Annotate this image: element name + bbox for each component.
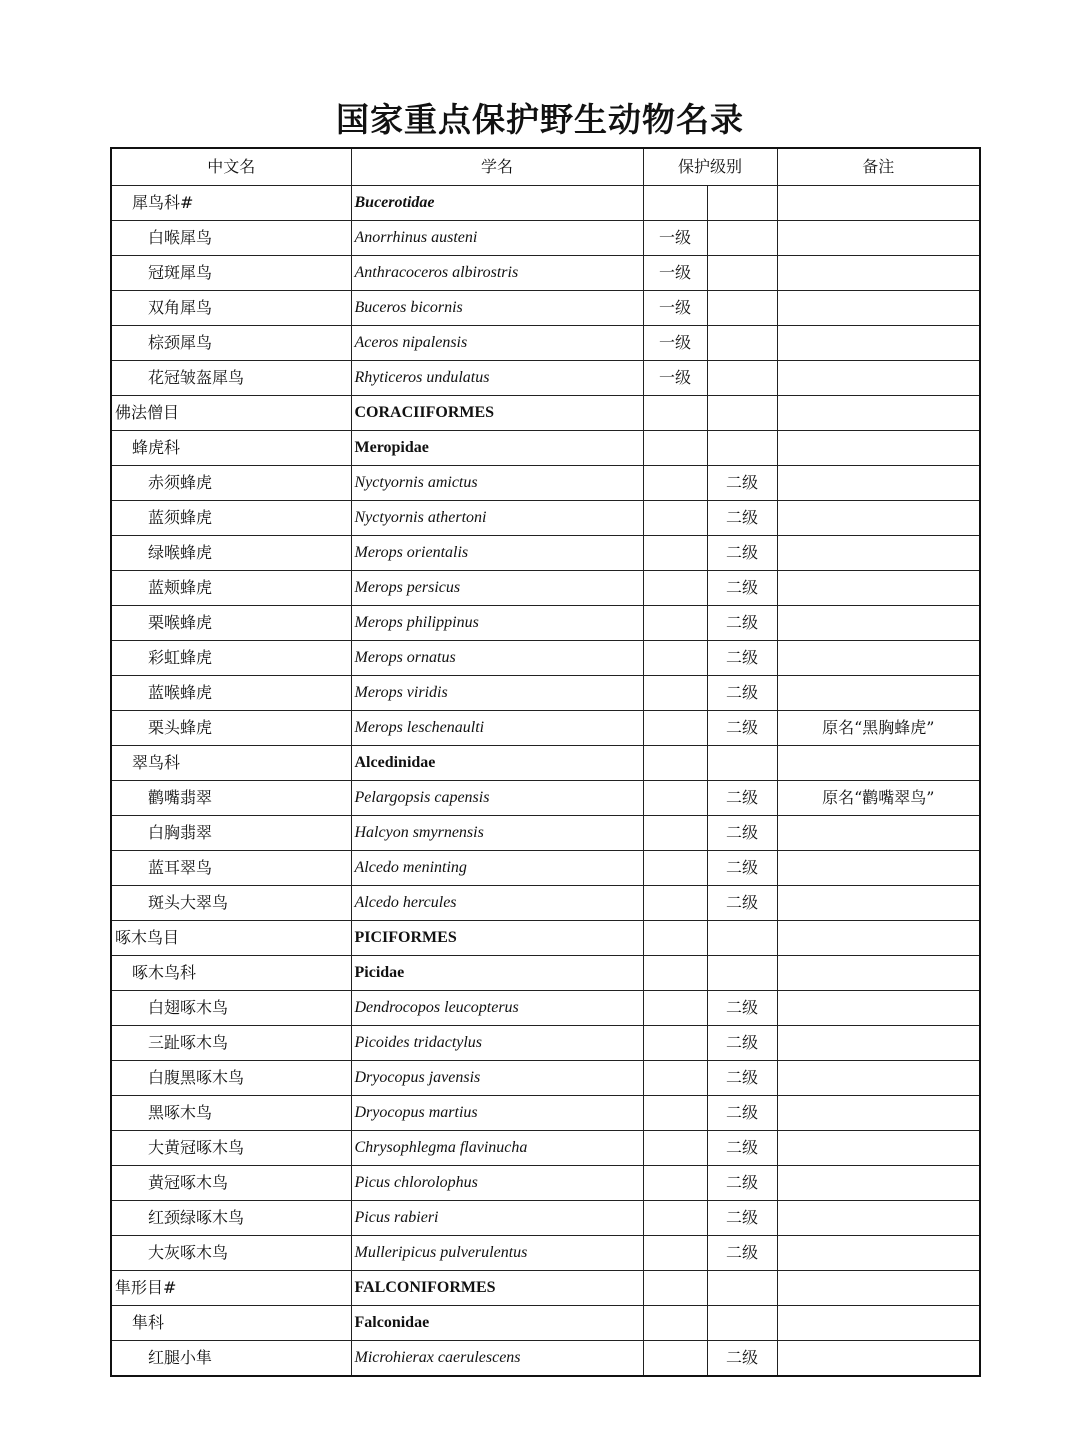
- table-row: [111, 1201, 980, 1236]
- scientific-name-cell: Nyctyornis amictus: [351, 466, 643, 501]
- scientific-name-cell: Mulleripicus pulverulentus: [351, 1236, 643, 1271]
- table-row: [111, 886, 980, 921]
- table-row: [111, 921, 980, 956]
- remarks-cell: [777, 1026, 980, 1061]
- remarks-cell: [777, 431, 980, 466]
- chinese-name-cell: 白翅啄木鸟: [111, 991, 351, 1026]
- scientific-name-cell: Alcedo hercules: [351, 886, 643, 921]
- chinese-name-cell: 棕颈犀鸟: [111, 326, 351, 361]
- chinese-name-cell: 栗头蜂虎: [111, 711, 351, 746]
- level-one-cell: [643, 991, 707, 1026]
- level-two-cell: 二级: [707, 1236, 777, 1271]
- header-remarks: 备注: [777, 148, 980, 186]
- level-one-cell: [643, 1201, 707, 1236]
- level-one-cell: [643, 1096, 707, 1131]
- remarks-cell: [777, 676, 980, 711]
- level-one-cell: 一级: [643, 326, 707, 361]
- table-row: [111, 361, 980, 396]
- level-one-cell: [643, 1271, 707, 1306]
- level-one-cell: [643, 1236, 707, 1271]
- chinese-name-cell: 彩虹蜂虎: [111, 641, 351, 676]
- remarks-cell: [777, 396, 980, 431]
- level-one-cell: [643, 186, 707, 221]
- level-two-cell: 二级: [707, 1201, 777, 1236]
- remarks-cell: [777, 1341, 980, 1377]
- table-row: [111, 991, 980, 1026]
- level-one-cell: [643, 921, 707, 956]
- remarks-cell: 原名“鹳嘴翠鸟”: [777, 781, 980, 816]
- scientific-name-cell: Falconidae: [351, 1306, 643, 1341]
- remarks-cell: [777, 1306, 980, 1341]
- level-two-cell: 二级: [707, 1026, 777, 1061]
- remarks-cell: [777, 1061, 980, 1096]
- scientific-name-cell: Buceros bicornis: [351, 291, 643, 326]
- level-one-cell: [643, 1131, 707, 1166]
- level-two-cell: [707, 921, 777, 956]
- chinese-name-cell: 三趾啄木鸟: [111, 1026, 351, 1061]
- level-two-cell: 二级: [707, 571, 777, 606]
- chinese-name-cell: 白腹黑啄木鸟: [111, 1061, 351, 1096]
- table-row: [111, 256, 980, 291]
- scientific-name-cell: Alcedo meninting: [351, 851, 643, 886]
- scientific-name-cell: Bucerotidae: [351, 186, 643, 221]
- scientific-name-cell: Chrysophlegma flavinucha: [351, 1131, 643, 1166]
- remarks-cell: [777, 1236, 980, 1271]
- scientific-name-cell: Dendrocopos leucopterus: [351, 991, 643, 1026]
- remarks-cell: [777, 1131, 980, 1166]
- scientific-name-cell: Merops orientalis: [351, 536, 643, 571]
- scientific-name-cell: Pelargopsis capensis: [351, 781, 643, 816]
- scientific-name-cell: Picus rabieri: [351, 1201, 643, 1236]
- level-one-cell: [643, 466, 707, 501]
- level-two-cell: 二级: [707, 606, 777, 641]
- table-row: [111, 536, 980, 571]
- level-one-cell: [643, 676, 707, 711]
- scientific-name-cell: Dryocopus javensis: [351, 1061, 643, 1096]
- level-two-cell: 二级: [707, 676, 777, 711]
- chinese-name-cell: 冠斑犀鸟: [111, 256, 351, 291]
- level-one-cell: [643, 501, 707, 536]
- level-two-cell: [707, 361, 777, 396]
- scientific-name-cell: Merops leschenaulti: [351, 711, 643, 746]
- chinese-name-cell: 隼形目#: [111, 1271, 351, 1306]
- level-one-cell: 一级: [643, 256, 707, 291]
- table-row: [111, 1096, 980, 1131]
- chinese-name-cell: 斑头大翠鸟: [111, 886, 351, 921]
- table-row: [111, 1341, 980, 1377]
- chinese-name-cell: 大灰啄木鸟: [111, 1236, 351, 1271]
- remarks-cell: [777, 991, 980, 1026]
- chinese-name-cell: 蓝喉蜂虎: [111, 676, 351, 711]
- chinese-name-cell: 隼科: [111, 1306, 351, 1341]
- remarks-cell: [777, 256, 980, 291]
- table-row: [111, 1271, 980, 1306]
- level-one-cell: [643, 1341, 707, 1377]
- level-two-cell: 二级: [707, 781, 777, 816]
- remarks-cell: [777, 466, 980, 501]
- level-two-cell: 二级: [707, 1096, 777, 1131]
- table-row: [111, 1026, 980, 1061]
- level-one-cell: [643, 956, 707, 991]
- page-title: 国家重点保护野生动物名录: [336, 100, 744, 139]
- protected-species-table: [110, 147, 981, 1377]
- remarks-cell: [777, 746, 980, 781]
- chinese-name-cell: 蜂虎科: [111, 431, 351, 466]
- level-two-cell: 二级: [707, 816, 777, 851]
- scientific-name-cell: Merops persicus: [351, 571, 643, 606]
- chinese-name-cell: 翠鸟科: [111, 746, 351, 781]
- table-row: [111, 396, 980, 431]
- chinese-name-cell: 双角犀鸟: [111, 291, 351, 326]
- chinese-name-cell: 红颈绿啄木鸟: [111, 1201, 351, 1236]
- chinese-name-cell: 白喉犀鸟: [111, 221, 351, 256]
- table-row: [111, 746, 980, 781]
- table-row: [111, 326, 980, 361]
- chinese-name-cell: 大黄冠啄木鸟: [111, 1131, 351, 1166]
- chinese-name-cell: 佛法僧目: [111, 396, 351, 431]
- level-two-cell: [707, 256, 777, 291]
- header-scientific-name: 学名: [351, 148, 643, 186]
- chinese-name-cell: 啄木鸟目: [111, 921, 351, 956]
- table-row: [111, 221, 980, 256]
- chinese-name-cell: 犀鸟科#: [111, 186, 351, 221]
- remarks-cell: 原名“黑胸蜂虎”: [777, 711, 980, 746]
- level-two-cell: 二级: [707, 466, 777, 501]
- level-two-cell: 二级: [707, 536, 777, 571]
- level-one-cell: 一级: [643, 361, 707, 396]
- scientific-name-cell: Picoides tridactylus: [351, 1026, 643, 1061]
- scientific-name-cell: Aceros nipalensis: [351, 326, 643, 361]
- level-two-cell: [707, 291, 777, 326]
- remarks-cell: [777, 326, 980, 361]
- table-row: [111, 1131, 980, 1166]
- remarks-cell: [777, 816, 980, 851]
- scientific-name-cell: Picus chlorolophus: [351, 1166, 643, 1201]
- table-row: [111, 501, 980, 536]
- scientific-name-cell: Microhierax caerulescens: [351, 1341, 643, 1377]
- remarks-cell: [777, 1096, 980, 1131]
- scientific-name-cell: Nyctyornis athertoni: [351, 501, 643, 536]
- table-row: [111, 851, 980, 886]
- chinese-name-cell: 啄木鸟科: [111, 956, 351, 991]
- chinese-name-cell: 蓝须蜂虎: [111, 501, 351, 536]
- table-row: [111, 291, 980, 326]
- level-one-cell: [643, 1306, 707, 1341]
- chinese-name-cell: 红腿小隼: [111, 1341, 351, 1377]
- chinese-name-cell: 绿喉蜂虎: [111, 536, 351, 571]
- scientific-name-cell: Anthracoceros albirostris: [351, 256, 643, 291]
- table-row: [111, 606, 980, 641]
- level-two-cell: 二级: [707, 641, 777, 676]
- table-row: [111, 956, 980, 991]
- scientific-name-cell: Merops viridis: [351, 676, 643, 711]
- scientific-name-cell: PICIFORMES: [351, 921, 643, 956]
- level-one-cell: [643, 606, 707, 641]
- level-two-cell: 二级: [707, 1061, 777, 1096]
- scientific-name-cell: Halcyon smyrnensis: [351, 816, 643, 851]
- header-chinese-name: 中文名: [111, 148, 351, 186]
- table-row: [111, 1166, 980, 1201]
- level-one-cell: [643, 1026, 707, 1061]
- level-two-cell: [707, 1271, 777, 1306]
- table-row: [111, 816, 980, 851]
- level-two-cell: 二级: [707, 1131, 777, 1166]
- remarks-cell: [777, 1201, 980, 1236]
- scientific-name-cell: Merops philippinus: [351, 606, 643, 641]
- table-row: [111, 571, 980, 606]
- remarks-cell: [777, 921, 980, 956]
- chinese-name-cell: 蓝颊蜂虎: [111, 571, 351, 606]
- level-two-cell: [707, 1306, 777, 1341]
- level-one-cell: [643, 711, 707, 746]
- level-two-cell: 二级: [707, 886, 777, 921]
- remarks-cell: [777, 1166, 980, 1201]
- level-one-cell: [643, 851, 707, 886]
- remarks-cell: [777, 1271, 980, 1306]
- level-one-cell: [643, 1166, 707, 1201]
- level-two-cell: 二级: [707, 501, 777, 536]
- level-two-cell: [707, 956, 777, 991]
- scientific-name-cell: FALCONIFORMES: [351, 1271, 643, 1306]
- level-one-cell: [643, 571, 707, 606]
- scientific-name-cell: Rhyticeros undulatus: [351, 361, 643, 396]
- remarks-cell: [777, 606, 980, 641]
- chinese-name-cell: 鹳嘴翡翠: [111, 781, 351, 816]
- level-one-cell: [643, 816, 707, 851]
- remarks-cell: [777, 571, 980, 606]
- level-one-cell: [643, 396, 707, 431]
- level-two-cell: 二级: [707, 711, 777, 746]
- remarks-cell: [777, 886, 980, 921]
- table-row: [111, 431, 980, 466]
- level-two-cell: 二级: [707, 1166, 777, 1201]
- scientific-name-cell: Picidae: [351, 956, 643, 991]
- table-row: [111, 1236, 980, 1271]
- level-one-cell: [643, 746, 707, 781]
- remarks-cell: [777, 361, 980, 396]
- table-row: [111, 781, 980, 816]
- table-row: [111, 466, 980, 501]
- table-row: [111, 676, 980, 711]
- scientific-name-cell: Alcedinidae: [351, 746, 643, 781]
- header-protection-level: 保护级别: [643, 148, 777, 186]
- remarks-cell: [777, 186, 980, 221]
- level-one-cell: [643, 536, 707, 571]
- level-one-cell: 一级: [643, 291, 707, 326]
- level-two-cell: 二级: [707, 851, 777, 886]
- chinese-name-cell: 赤须蜂虎: [111, 466, 351, 501]
- chinese-name-cell: 黄冠啄木鸟: [111, 1166, 351, 1201]
- level-two-cell: 二级: [707, 991, 777, 1026]
- remarks-cell: [777, 956, 980, 991]
- level-two-cell: [707, 221, 777, 256]
- level-one-cell: 一级: [643, 221, 707, 256]
- remarks-cell: [777, 291, 980, 326]
- table-row: [111, 711, 980, 746]
- chinese-name-cell: 蓝耳翠鸟: [111, 851, 351, 886]
- level-two-cell: 二级: [707, 1341, 777, 1377]
- level-two-cell: [707, 431, 777, 466]
- remarks-cell: [777, 501, 980, 536]
- level-two-cell: [707, 746, 777, 781]
- table-row: [111, 641, 980, 676]
- chinese-name-cell: 花冠皱盔犀鸟: [111, 361, 351, 396]
- level-one-cell: [643, 886, 707, 921]
- level-two-cell: [707, 326, 777, 361]
- scientific-name-cell: CORACIIFORMES: [351, 396, 643, 431]
- table-row: [111, 1061, 980, 1096]
- table-row: [111, 186, 980, 221]
- table-body: [111, 186, 980, 1377]
- level-one-cell: [643, 781, 707, 816]
- chinese-name-cell: 白胸翡翠: [111, 816, 351, 851]
- remarks-cell: [777, 221, 980, 256]
- level-two-cell: [707, 186, 777, 221]
- remarks-cell: [777, 851, 980, 886]
- level-two-cell: [707, 396, 777, 431]
- remarks-cell: [777, 641, 980, 676]
- remarks-cell: [777, 536, 980, 571]
- level-one-cell: [643, 1061, 707, 1096]
- level-one-cell: [643, 431, 707, 466]
- chinese-name-cell: 栗喉蜂虎: [111, 606, 351, 641]
- table-row: [111, 1306, 980, 1341]
- chinese-name-cell: 黑啄木鸟: [111, 1096, 351, 1131]
- scientific-name-cell: Dryocopus martius: [351, 1096, 643, 1131]
- level-one-cell: [643, 641, 707, 676]
- table-header-row: [111, 148, 980, 186]
- scientific-name-cell: Anorrhinus austeni: [351, 221, 643, 256]
- scientific-name-cell: Meropidae: [351, 431, 643, 466]
- scientific-name-cell: Merops ornatus: [351, 641, 643, 676]
